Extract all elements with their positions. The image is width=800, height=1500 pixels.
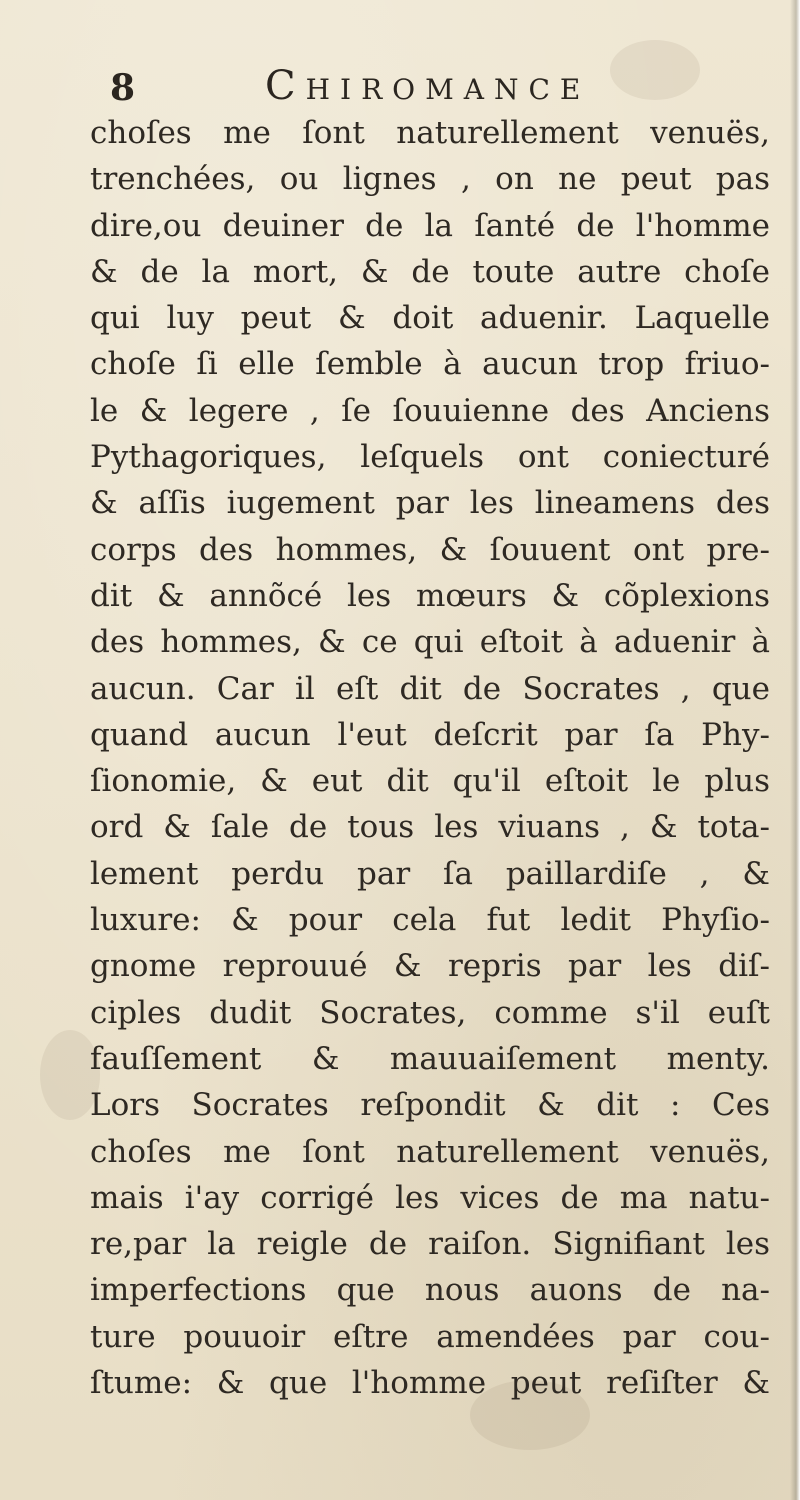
text-line: choſes me ſont naturellement venuës,	[90, 115, 770, 151]
text-line: luxure: & pour cela fut ledit Phyſio-	[90, 902, 770, 939]
text-line: dire,ou deuiner de la ſanté de l'homme	[90, 207, 770, 244]
page-edge	[790, 0, 800, 1500]
text-line: lement perdu par ſa paillardiſe , &	[90, 855, 770, 892]
text-line: re,par la reigle de raiſon. Signifiant les	[90, 1226, 770, 1263]
text-line: quand aucun l'eut deſcrit par ſa Phy-	[90, 716, 770, 753]
text-line: Pythagoriques, leſquels ont coniecturé	[90, 439, 770, 476]
text-line: Lors Socrates reſpondit & dit : Ces	[90, 1087, 770, 1124]
text-line: des hommes, & ce qui eſtoit à aduenir à	[90, 624, 770, 661]
text-line: choſe ſi elle ſemble à aucun trop friuo-	[90, 346, 770, 383]
text-line: ture pouuoir eſtre amendées par cou-	[90, 1318, 770, 1355]
text-line: le & legere , ſe ſouuienne des Anciens	[90, 392, 770, 429]
running-head	[110, 62, 670, 114]
text-line: fauſſement & mauuaiſement menty.	[90, 1040, 770, 1077]
text-line: ciples dudit Socrates, comme s'il euſt	[90, 994, 770, 1031]
text-line: ſtume: & que l'homme peut reſiſter &	[90, 1365, 770, 1402]
text-line: choſes me ſont naturellement venuës,	[90, 1133, 770, 1170]
running-title: Chiromance	[265, 63, 591, 109]
text-line: & de la mort, & de toute autre choſe	[90, 253, 770, 290]
text-line: & aſſis iugement par les lineamens des	[90, 485, 770, 522]
text-line: corps des hommes, & ſouuent ont pre-	[90, 531, 770, 568]
page-number: 8	[110, 67, 136, 109]
text-line: trenchées, ou lignes , on ne peut pas	[90, 161, 770, 198]
text-line: dit & annõcé les mœurs & cõplexions	[90, 577, 770, 614]
text-line: qui luy peut & doit aduenir. Laquelle	[90, 300, 770, 337]
text-line: mais i'ay corrigé les vices de ma natu-	[90, 1179, 770, 1216]
text-line: ord & ſale de tous les viuans , & tota-	[90, 809, 770, 846]
body-text	[90, 110, 770, 1406]
text-line: gnome reprouué & repris par les diſ-	[90, 948, 770, 985]
text-line: imperfections que nous auons de na-	[90, 1272, 770, 1309]
text-line: ſionomie, & eut dit qu'il eſtoit le plus	[90, 763, 770, 800]
text-line: aucun. Car il eſt dit de Socrates , que	[90, 670, 770, 707]
